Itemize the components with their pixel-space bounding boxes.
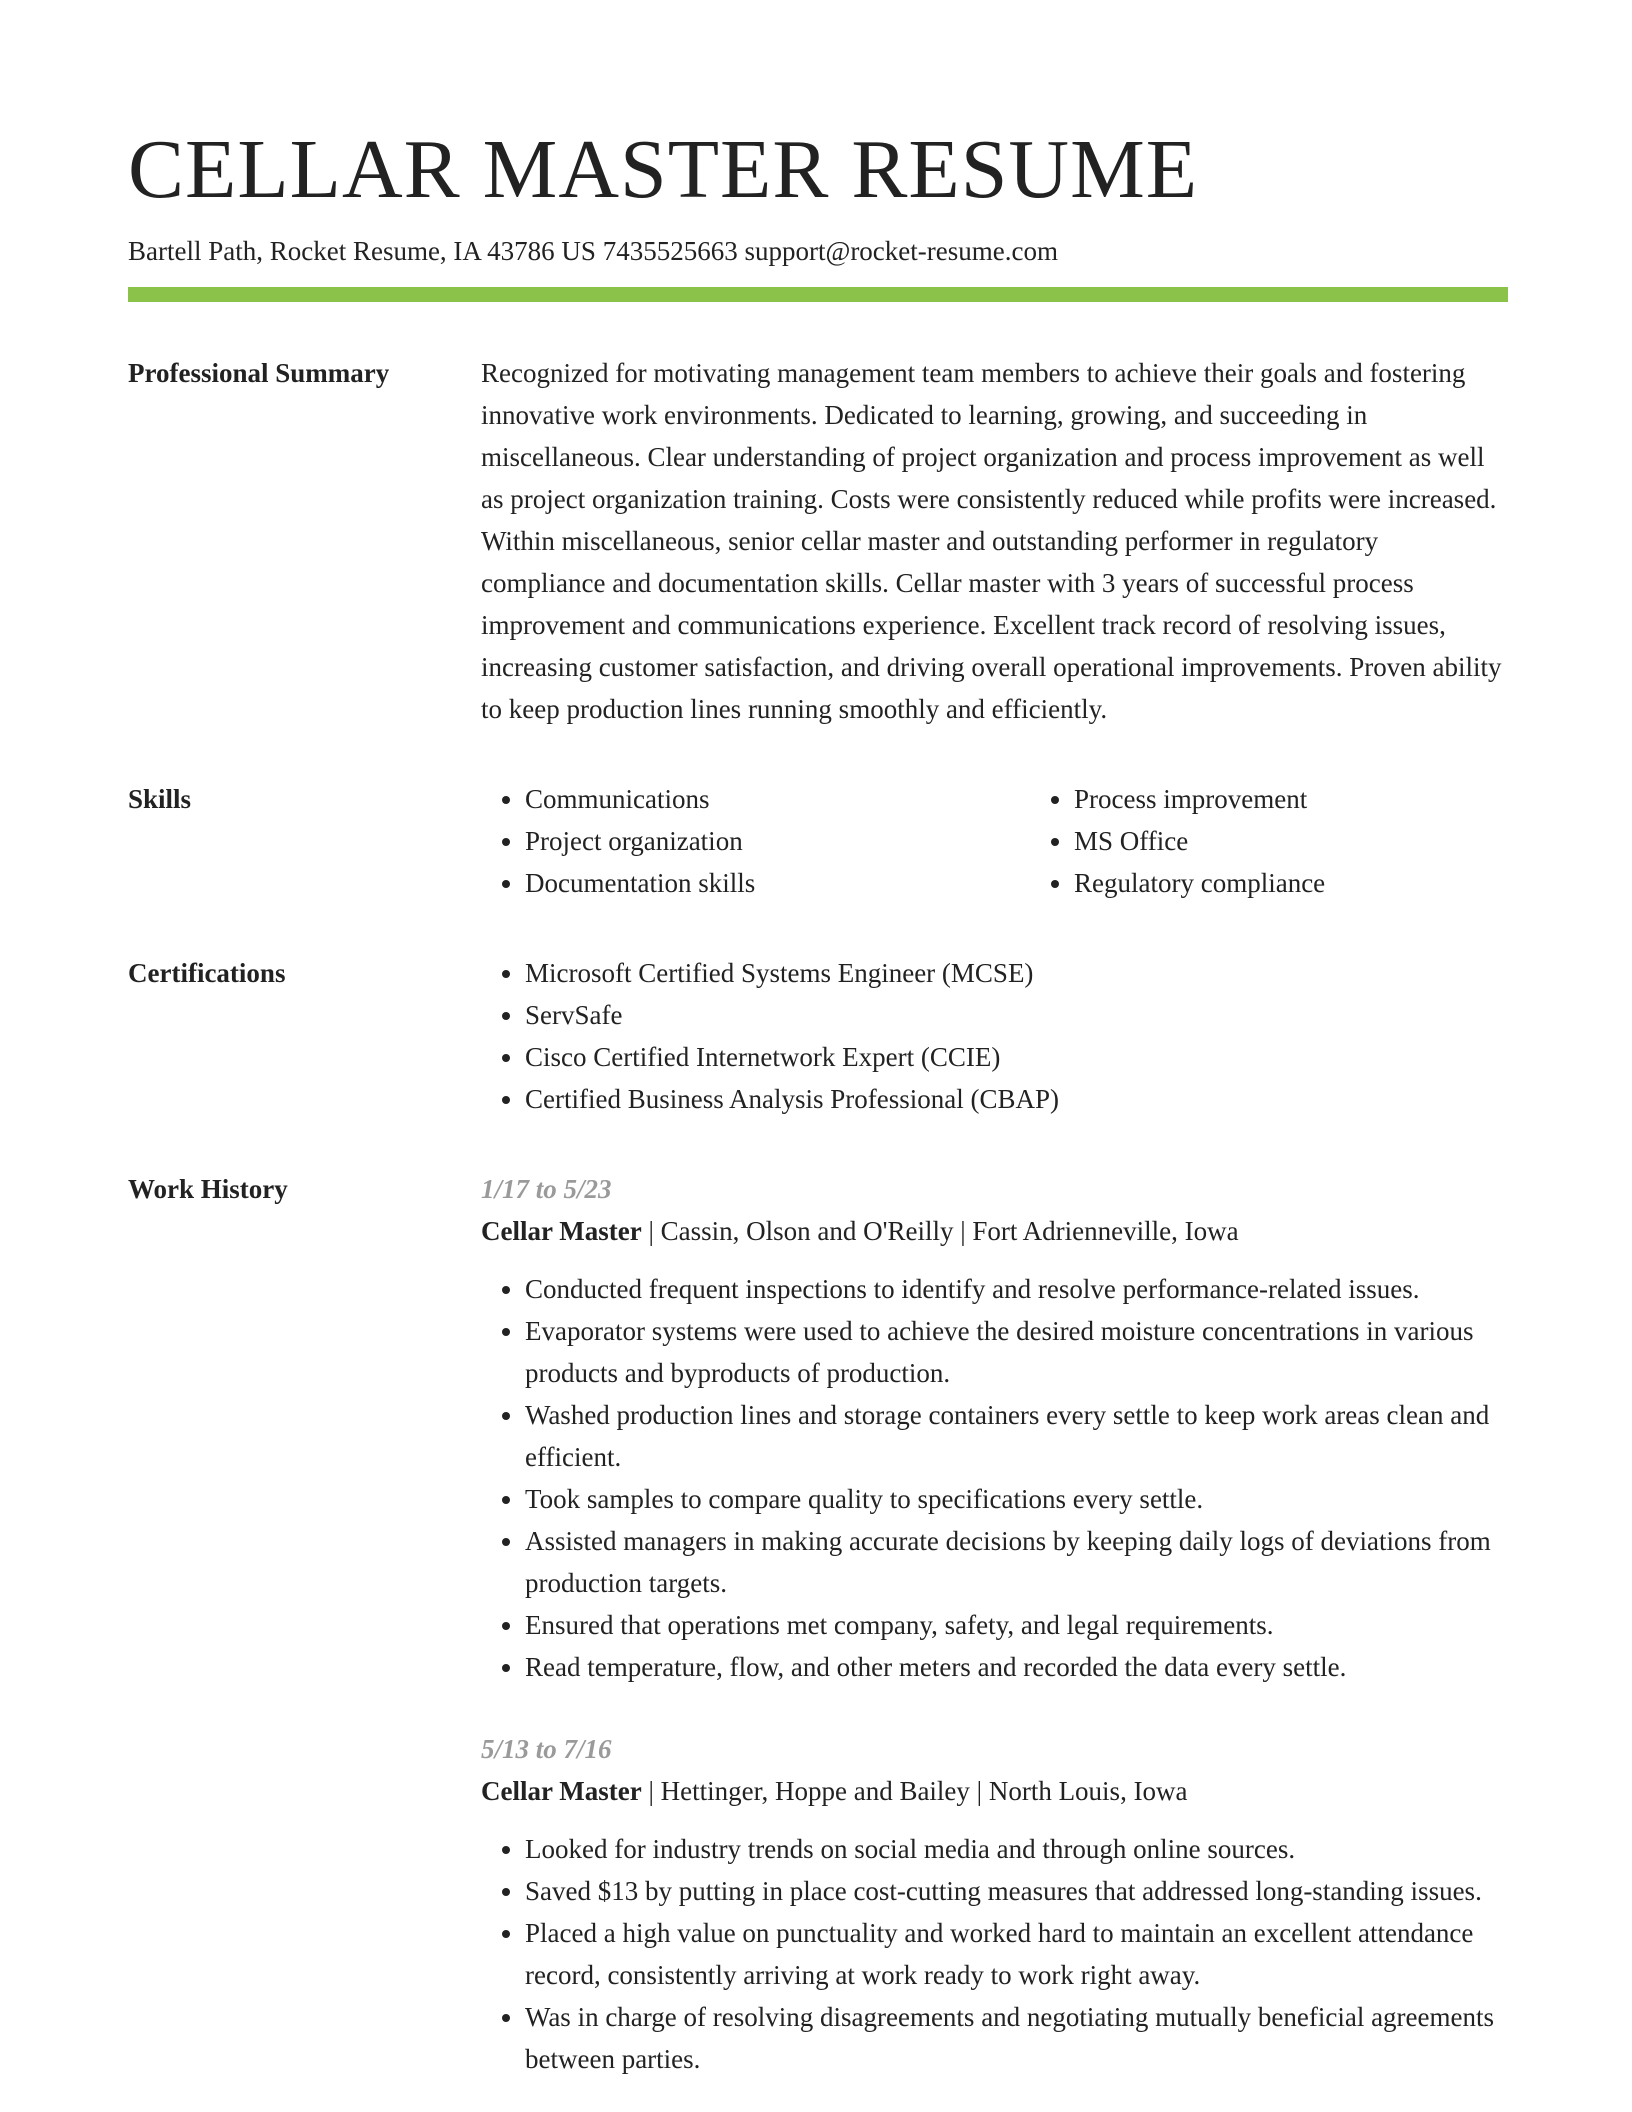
skill-item: • Project organization: [525, 820, 1030, 862]
certification-item: • Certified Business Analysis Professional (CBAP): [525, 1078, 1508, 1120]
job-bullet: • Was in charge of resolving disagreements and negotiating mutually beneficial agreements between parties.: [525, 1996, 1508, 2080]
certification-item: • ServSafe: [525, 994, 1508, 1036]
summary-section: [128, 352, 1508, 730]
skill-item: • Process improvement: [1074, 778, 1579, 820]
job-heading: [481, 1210, 1508, 1252]
section-label-work-history: Work History: [128, 1174, 288, 1204]
job-bullet: • Placed a high value on punctuality and worked hard to maintain an excellent attendance record, consistently arriving at work ready to work right away.: [525, 1912, 1508, 1996]
skill-item: • Documentation skills: [525, 862, 1030, 904]
job-dates: 1/17 to 5/23: [481, 1174, 612, 1204]
job-heading: [481, 1770, 1508, 1812]
section-label-skills: Skills: [128, 784, 192, 814]
section-label-certifications: Certifications: [128, 958, 286, 988]
skills-list-left: [481, 778, 1030, 904]
job-bullets: [481, 1268, 1508, 1688]
skill-item: • MS Office: [1074, 820, 1579, 862]
certifications-section: [128, 952, 1508, 1120]
skill-item: • Regulatory compliance: [1074, 862, 1579, 904]
skill-item: • Communications: [525, 778, 1030, 820]
job-bullet: • Assisted managers in making accurate decisions by keeping daily logs of deviations from production targets.: [525, 1520, 1508, 1604]
job-bullet: • Evaporator systems were used to achieve the desired moisture concentrations in various products and byproducts of production.: [525, 1310, 1508, 1394]
job-bullet: • Saved $13 by putting in place cost-cutting measures that addressed long-standing issues.: [525, 1870, 1508, 1912]
job-details: | Cassin, Olson and O'Reilly | Fort Adrienneville, Iowa: [641, 1216, 1239, 1246]
job-details: | Hettinger, Hoppe and Bailey | North Louis, Iowa: [641, 1776, 1188, 1806]
summary-text: Recognized for motivating management team members to achieve their goals and fostering innovative work environments. Dedicated to learning, growing, and succeeding in miscellaneous. Clear understanding of project organization and process improvement as well as project organization training. Costs were consistently reduced while profits were increased. Within miscellaneous, senior cellar master and outstanding performer in regulatory compliance and documentation skills. Cellar master with 3 years of successful process improvement and communications experience. Excellent track record of resolving issues, increasing customer satisfaction, and driving overall operational improvements. Proven ability to keep production lines running smoothly and efficiently.: [481, 358, 1502, 724]
resume-page: [128, 0, 1508, 2080]
accent-divider: [128, 287, 1508, 302]
work-history-content: [481, 1168, 1508, 2080]
job-entry: [481, 1168, 1508, 1688]
certifications-content: [481, 952, 1508, 1120]
skills-content: [481, 778, 1579, 904]
certification-item: • Cisco Certified Internetwork Expert (CCIE): [525, 1036, 1508, 1078]
certifications-list: [481, 952, 1508, 1120]
job-bullet: • Took samples to compare quality to specifications every settle.: [525, 1478, 1508, 1520]
resume-title: CELLAR MASTER RESUME: [128, 123, 1199, 216]
certification-item: • Microsoft Certified Systems Engineer (MCSE): [525, 952, 1508, 994]
job-bullet: • Ensured that operations met company, safety, and legal requirements.: [525, 1604, 1508, 1646]
work-history-section: [128, 1168, 1508, 2080]
section-label-summary: Professional Summary: [128, 358, 390, 388]
job-bullet: • Looked for industry trends on social media and through online sources.: [525, 1828, 1508, 1870]
contact-line: Bartell Path, Rocket Resume, IA 43786 US 7435525663 support@rocket-resume.com: [128, 236, 1058, 266]
job-entry: [481, 1728, 1508, 2080]
skills-list-right: [1030, 778, 1579, 904]
job-dates: 5/13 to 7/16: [481, 1734, 612, 1764]
skills-section: [128, 778, 1508, 904]
job-title: Cellar Master: [481, 1216, 642, 1246]
job-title: Cellar Master: [481, 1776, 642, 1806]
job-bullet: • Conducted frequent inspections to identify and resolve performance-related issues.: [525, 1268, 1508, 1310]
job-bullet: • Washed production lines and storage containers every settle to keep work areas clean and efficient.: [525, 1394, 1508, 1478]
summary-content: [481, 352, 1508, 730]
job-bullet: • Read temperature, flow, and other meters and recorded the data every settle.: [525, 1646, 1508, 1688]
job-bullets: [481, 1828, 1508, 2080]
